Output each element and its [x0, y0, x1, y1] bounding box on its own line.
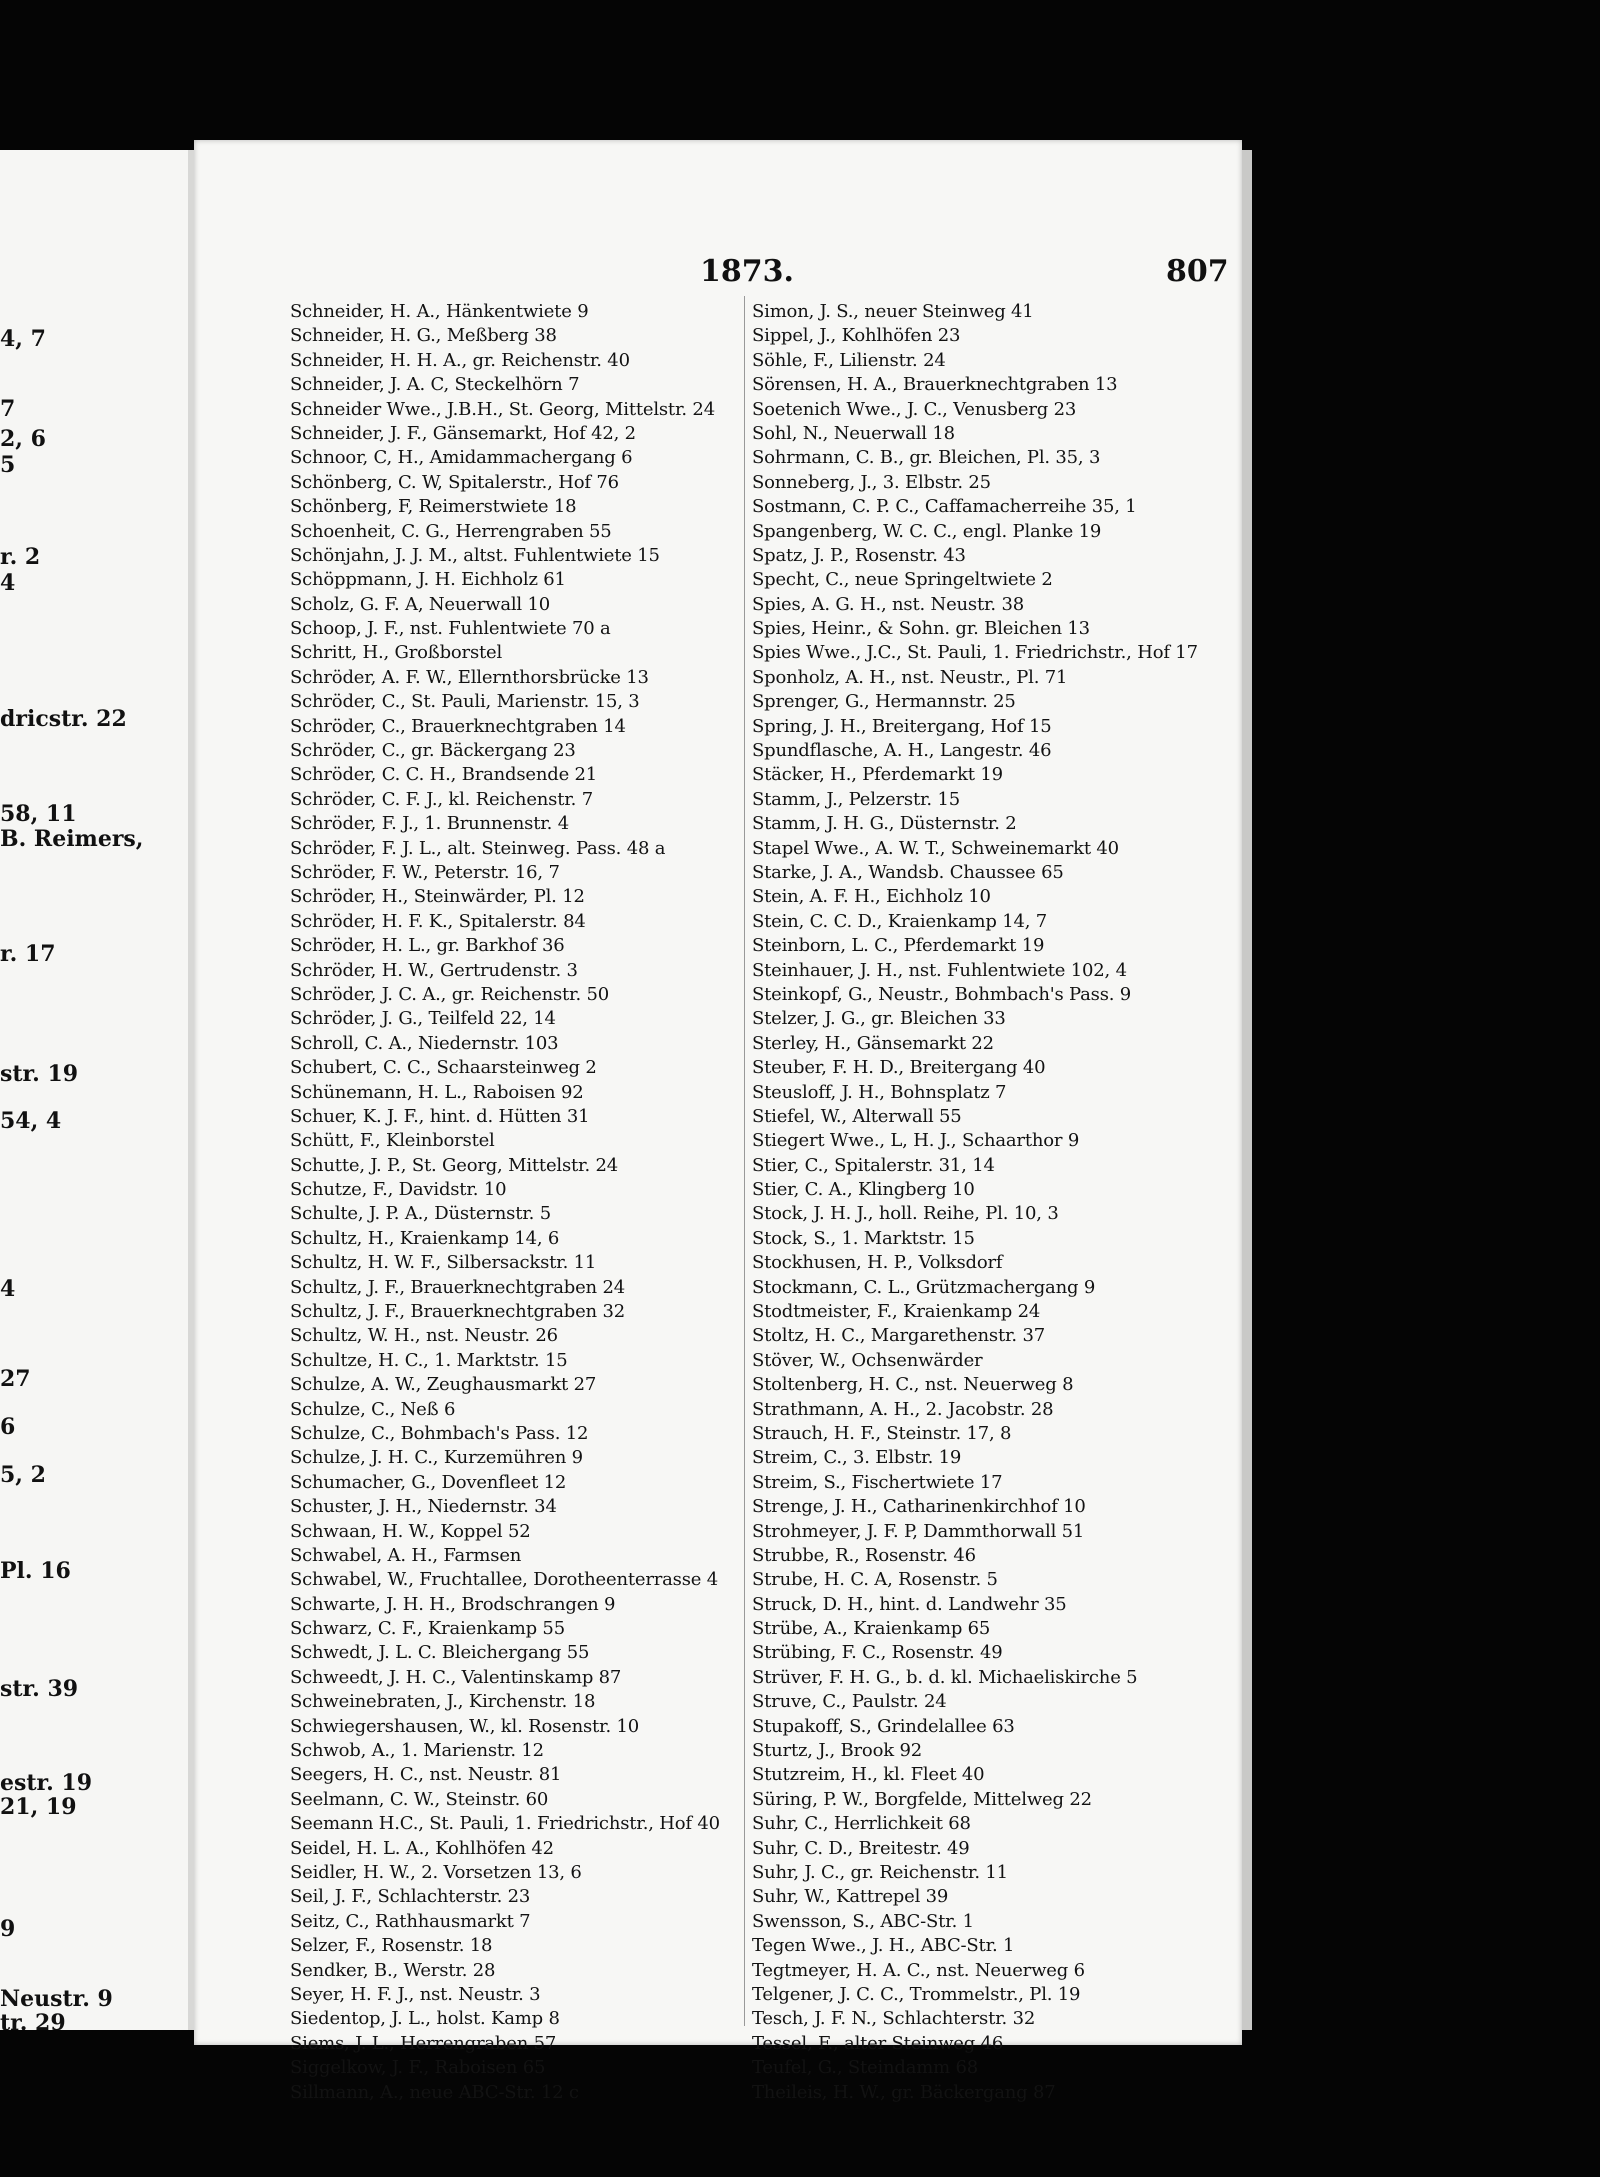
column-divider [744, 296, 745, 2026]
directory-entry: Stiefel, W., Alterwall 55 [752, 1105, 962, 1127]
directory-entry: Schönberg, C. W, Spitalerstr., Hof 76 [290, 471, 619, 493]
directory-entry: Sillmann, A., neue ABC-Str. 12 c [290, 2081, 579, 2103]
directory-entry: Söhle, F., Lilienstr. 24 [752, 349, 946, 371]
directory-entry: Strüver, F. H. G., b. d. kl. Michaeliskirche 5 [752, 1666, 1138, 1688]
left-page-text-fragment: str. 19 [0, 1061, 79, 1087]
directory-entry: Schwedt, J. L. C. Bleichergang 55 [290, 1642, 590, 1664]
directory-entry: Schneider, J. A. C, Steckelhörn 7 [290, 374, 580, 396]
directory-entry: Schröder, C., Brauerknechtgraben 14 [290, 715, 626, 737]
directory-entry: Schulze, A. W., Zeughausmarkt 27 [290, 1374, 597, 1396]
directory-entry: Schneider Wwe., J.B.H., St. Georg, Mittelstr. 24 [290, 398, 715, 420]
directory-entry: Seemann H.C., St. Pauli, 1. Friedrichstr., Hof 40 [290, 1813, 720, 1835]
directory-entry: Seyer, H. F. J., nst. Neustr. 3 [290, 1983, 541, 2005]
directory-entry: Stutzreim, H., kl. Fleet 40 [752, 1764, 985, 1786]
directory-entry: Tesch, J. F. N., Schlachterstr. 32 [752, 2008, 1036, 2030]
directory-entry: Schweedt, J. H. C., Valentinskamp 87 [290, 1666, 622, 1688]
directory-entry: Schumacher, G., Dovenfleet 12 [290, 1471, 567, 1493]
directory-entry: Sonneberg, J., 3. Elbstr. 25 [752, 471, 991, 493]
directory-entry: Struve, C., Paulstr. 24 [752, 1691, 947, 1713]
directory-entry: Stoltz, H. C., Margarethenstr. 37 [752, 1325, 1045, 1347]
directory-entry: Steinhauer, J. H., nst. Fuhlentwiete 102, 4 [752, 959, 1127, 981]
directory-entry: Schröder, A. F. W., Ellernthorsbrücke 13 [290, 666, 649, 688]
directory-entry: Teufel, G., Steindamm 68 [752, 2057, 979, 2079]
directory-entry: Strohmeyer, J. F. P, Dammthorwall 51 [752, 1520, 1085, 1542]
directory-entry: Seegers, H. C., nst. Neustr. 81 [290, 1764, 562, 1786]
directory-entry: Sörensen, H. A., Brauerknechtgraben 13 [752, 374, 1118, 396]
left-page-text-fragment: 5, 2 [0, 1462, 46, 1488]
directory-entry: Siedentop, J. L., holst. Kamp 8 [290, 2008, 560, 2030]
directory-entry: Stiegert Wwe., L, H. J., Schaarthor 9 [752, 1130, 1080, 1152]
directory-entry: Sponholz, A. H., nst. Neustr., Pl. 71 [752, 666, 1068, 688]
directory-entry: Schultz, H. W. F., Silbersackstr. 11 [290, 1252, 597, 1274]
directory-entry: Stockmann, C. L., Grützmachergang 9 [752, 1276, 1096, 1298]
directory-entry: Strübing, F. C., Rosenstr. 49 [752, 1642, 1003, 1664]
directory-entry: Schröder, H. F. K., Spitalerstr. 84 [290, 910, 586, 932]
directory-entry: Tegtmeyer, H. A. C., nst. Neuerweg 6 [752, 1959, 1085, 1981]
left-page-text-fragment: 2, 6 [0, 426, 46, 452]
directory-entry: Tegen Wwe., J. H., ABC-Str. 1 [752, 1935, 1015, 1957]
left-page-text-fragment: 4, 7 [0, 326, 46, 352]
directory-entry: Sippel, J., Kohlhöfen 23 [752, 325, 961, 347]
directory-entry: Schünemann, H. L., Raboisen 92 [290, 1081, 584, 1103]
directory-entry: Schweinebraten, J., Kirchenstr. 18 [290, 1691, 596, 1713]
directory-entry: Theileis, H. W., gr. Bäckergang 87 [752, 2081, 1056, 2103]
directory-entry: Süring, P. W., Borgfelde, Mittelweg 22 [752, 1788, 1092, 1810]
directory-entry: Seidler, H. W., 2. Vorsetzen 13, 6 [290, 1862, 582, 1883]
directory-entry: Schneider, H. H. A., gr. Reichenstr. 40 [290, 349, 630, 371]
left-page-text-fragment: 5 [0, 452, 16, 478]
directory-entry: Siems, J. L., Herrengraben 57 [290, 2032, 557, 2054]
directory-entry: Spies, Heinr., & Sohn. gr. Bleichen 13 [752, 618, 1090, 640]
directory-entry: Schutze, F., Davidstr. 10 [290, 1179, 507, 1201]
directory-entry: Stock, S., 1. Marktstr. 15 [752, 1227, 975, 1249]
left-page-text-fragment: B. Reimers, [0, 826, 144, 852]
directory-entry: Schneider, J. F., Gänsemarkt, Hof 42, 2 [290, 422, 636, 444]
directory-entry: Stapel Wwe., A. W. T., Schweinemarkt 40 [752, 837, 1119, 859]
directory-entry: Spies Wwe., J.C., St. Pauli, 1. Friedrichstr., Hof 17 [752, 642, 1198, 664]
left-page-text-fragment: 27 [0, 1366, 31, 1392]
directory-entry: Starke, J. A., Wandsb. Chaussee 65 [752, 861, 1064, 883]
directory-entry: Schneider, H. G., Meßberg 38 [290, 325, 557, 347]
directory-entry: Stein, C. C. D., Kraienkamp 14, 7 [752, 910, 1048, 932]
directory-entry: Schulze, J. H. C., Kurzemühren 9 [290, 1447, 583, 1469]
directory-entry: Schütt, F., Kleinborstel [290, 1130, 495, 1152]
directory-entry: Sturtz, J., Brook 92 [752, 1740, 922, 1762]
left-page-text-fragment: r. 2 [0, 544, 41, 570]
directory-entry: Strathmann, A. H., 2. Jacobstr. 28 [752, 1398, 1054, 1420]
directory-entry: Streim, S., Fischertwiete 17 [752, 1471, 1003, 1493]
directory-entry: Steuber, F. H. D., Breitergang 40 [752, 1057, 1046, 1079]
directory-entry: Schuster, J. H., Niedernstr. 34 [290, 1496, 557, 1518]
directory-entry: Sendker, B., Werstr. 28 [290, 1959, 496, 1981]
directory-entry: Seelmann, C. W., Steinstr. 60 [290, 1788, 549, 1810]
directory-entry: Soetenich Wwe., J. C., Venusberg 23 [752, 398, 1077, 420]
left-page-text-fragment: 58, 11 [0, 801, 77, 827]
directory-entry: Schultz, W. H., nst. Neustr. 26 [290, 1325, 558, 1347]
directory-entry: Strubbe, R., Rosenstr. 46 [752, 1544, 976, 1566]
directory-entry: Spangenberg, W. C. C., engl. Planke 19 [752, 520, 1102, 542]
left-page-text-fragment: 54, 4 [0, 1108, 62, 1134]
directory-entry: Strenge, J. H., Catharinenkirchhof 10 [752, 1496, 1086, 1518]
left-page-text-fragment: dricstr. 22 [0, 706, 127, 732]
left-page-text-fragment: Pl. 16 [0, 1558, 71, 1584]
directory-entry: Schröder, F. W., Peterstr. 16, 7 [290, 861, 560, 883]
directory-entry: Schröder, C., gr. Bäckergang 23 [290, 740, 576, 762]
directory-entry: Schubert, C. C., Schaarsteinweg 2 [290, 1057, 597, 1079]
left-page-text-fragment: str. 39 [0, 1676, 79, 1702]
directory-entry: Stelzer, J. G., gr. Bleichen 33 [752, 1008, 1006, 1030]
left-page-text-fragment: tr. 29 [0, 2010, 66, 2030]
directory-entry: Schnoor, C, H., Amidammachergang 6 [290, 447, 633, 469]
directory-entry: Seidel, H. L. A., Kohlhöfen 42 [290, 1837, 554, 1859]
page-number: 807 [1166, 254, 1229, 289]
directory-entry: Specht, C., neue Springeltwiete 2 [752, 569, 1053, 591]
directory-entry: Schröder, C., St. Pauli, Marienstr. 15, 3 [290, 691, 640, 713]
directory-entry: Spring, J. H., Breitergang, Hof 15 [752, 715, 1052, 737]
directory-entry: Suhr, C., Herrlichkeit 68 [752, 1813, 971, 1835]
directory-entry: Schwabel, W., Fruchtallee, Dorotheenterrasse 4 [290, 1569, 718, 1591]
directory-entry: Schönjahn, J. J. M., altst. Fuhlentwiete 15 [290, 544, 660, 566]
directory-entry: Schulte, J. P. A., Düsternstr. 5 [290, 1203, 551, 1225]
directory-entry: Siggelkow, J. F., Raboisen 65 [290, 2057, 546, 2079]
directory-entry: Steinkopf, G., Neustr., Bohmbach's Pass. 9 [752, 983, 1132, 1005]
directory-entry: Stoltenberg, H. C., nst. Neuerweg 8 [752, 1374, 1074, 1396]
directory-entry: Schritt, H., Großborstel [290, 642, 503, 664]
directory-entry: Schwabel, A. H., Farmsen [290, 1544, 522, 1566]
left-page-text-fragment: Neustr. 9 [0, 1986, 113, 2012]
directory-entry: Stock, J. H. J., holl. Reihe, Pl. 10, 3 [752, 1203, 1059, 1225]
directory-entry: Schultz, J. F., Brauerknechtgraben 24 [290, 1276, 625, 1298]
left-page-text-fragment: 4 [0, 1276, 16, 1302]
directory-entry: Schroll, C. A., Niedernstr. 103 [290, 1032, 559, 1054]
directory-entry: Stodtmeister, F., Kraienkamp 24 [752, 1301, 1041, 1323]
directory-entry: Suhr, J. C., gr. Reichenstr. 11 [752, 1862, 1008, 1883]
directory-entry: Stier, C., Spitalerstr. 31, 14 [752, 1154, 995, 1176]
directory-entry: Stupakoff, S., Grindelallee 63 [752, 1715, 1015, 1737]
directory-entry: Schönberg, F, Reimerstwiete 18 [290, 496, 577, 518]
directory-entry: Simon, J. S., neuer Steinweg 41 [752, 301, 1034, 322]
directory-entry: Spatz, J. P., Rosenstr. 43 [752, 544, 966, 566]
directory-entry: Stier, C. A., Klingberg 10 [752, 1179, 975, 1201]
left-page-fragment [0, 150, 188, 2030]
left-page-text-fragment: 4 [0, 570, 16, 596]
directory-entry: Schröder, C. C. H., Brandsende 21 [290, 764, 598, 786]
directory-entry: Schwarte, J. H. H., Brodschrangen 9 [290, 1593, 616, 1615]
directory-entry: Sohl, N., Neuerwall 18 [752, 422, 955, 444]
left-page-text-fragment: 21, 19 [0, 1794, 77, 1820]
directory-entry: Scholz, G. F. A, Neuerwall 10 [290, 593, 551, 615]
directory-entry: Schröder, H. W., Gertrudenstr. 3 [290, 959, 578, 981]
directory-entry: Spies, A. G. H., nst. Neustr. 38 [752, 593, 1024, 615]
directory-entry: Schwiegershausen, W., kl. Rosenstr. 10 [290, 1715, 640, 1737]
directory-entry: Swensson, S., ABC-Str. 1 [752, 1910, 974, 1932]
left-page-text-fragment: 7 [0, 396, 16, 422]
directory-entry: Stamm, J., Pelzerstr. 15 [752, 788, 960, 810]
directory-entry: Schröder, F. J. L., alt. Steinweg. Pass. 48 a [290, 837, 666, 859]
directory-entry: Sostmann, C. P. C., Caffamacherreihe 35, 1 [752, 496, 1137, 518]
directory-entry: Strauch, H. F., Steinstr. 17, 8 [752, 1422, 1012, 1444]
directory-entry: Schneider, H. A., Hänkentwiete 9 [290, 301, 589, 322]
directory-entry: Sterley, H., Gänsemarkt 22 [752, 1032, 994, 1054]
directory-entry: Schröder, H. L., gr. Barkhof 36 [290, 935, 565, 957]
directory-entry: Steinborn, L. C., Pferdemarkt 19 [752, 935, 1045, 957]
directory-entry: Stamm, J. H. G., Düsternstr. 2 [752, 813, 1017, 835]
directory-entry: Stöver, W., Ochsenwärder [752, 1349, 983, 1371]
directory-entry: Tessel, F., alter Steinweg 46 [752, 2032, 1004, 2054]
directory-entry: Schultz, J. F., Brauerknechtgraben 32 [290, 1301, 625, 1323]
directory-entry: Schoenheit, C. G., Herrengraben 55 [290, 520, 612, 542]
directory-entry: Schoop, J. F., nst. Fuhlentwiete 70 a [290, 618, 611, 640]
left-page-text-fragment: r. 17 [0, 941, 56, 967]
directory-entry: Schröder, C. F. J., kl. Reichenstr. 7 [290, 788, 593, 810]
directory-entry: Sprenger, G., Hermannstr. 25 [752, 691, 1016, 713]
directory-entry: Steusloff, J. H., Bohnsplatz 7 [752, 1081, 1007, 1103]
page-year: 1873. [700, 254, 794, 289]
directory-entry: Stäcker, H., Pferdemarkt 19 [752, 764, 1003, 786]
directory-entry: Spundflasche, A. H., Langestr. 46 [752, 740, 1052, 762]
directory-entry: Strube, H. C. A, Rosenstr. 5 [752, 1569, 998, 1591]
directory-entry: Schuer, K. J. F., hint. d. Hütten 31 [290, 1105, 590, 1127]
directory-column-right [752, 300, 1212, 2105]
directory-entry: Sohrmann, C. B., gr. Bleichen, Pl. 35, 3 [752, 447, 1101, 469]
page-edge-right [1242, 150, 1252, 2030]
directory-entry: Telgener, J. C. C., Trommelstr., Pl. 19 [752, 1983, 1081, 2005]
directory-entry: Schultz, H., Kraienkamp 14, 6 [290, 1227, 560, 1249]
directory-entry: Stockhusen, H. P., Volksdorf [752, 1252, 1003, 1274]
directory-entry: Schröder, F. J., 1. Brunnenstr. 4 [290, 813, 569, 835]
left-page-text-fragment: 9 [0, 1916, 16, 1942]
left-page-text-fragment: 6 [0, 1414, 16, 1440]
directory-entry: Schultze, H. C., 1. Marktstr. 15 [290, 1349, 568, 1371]
directory-entry: Stein, A. F. H., Eichholz 10 [752, 886, 991, 908]
directory-entry: Schwob, A., 1. Marienstr. 12 [290, 1740, 544, 1762]
directory-entry: Schwaan, H. W., Koppel 52 [290, 1520, 531, 1542]
directory-column-left [290, 300, 750, 2105]
directory-entry: Struck, D. H., hint. d. Landwehr 35 [752, 1593, 1067, 1615]
directory-entry: Schutte, J. P., St. Georg, Mittelstr. 24 [290, 1154, 619, 1176]
directory-entry: Streim, C., 3. Elbstr. 19 [752, 1447, 962, 1469]
directory-entry: Strübe, A., Kraienkamp 65 [752, 1618, 991, 1640]
directory-entry: Selzer, F., Rosenstr. 18 [290, 1935, 493, 1957]
directory-entry: Seitz, C., Rathhausmarkt 7 [290, 1910, 531, 1932]
directory-entry: Suhr, W., Kattrepel 39 [752, 1886, 949, 1908]
directory-entry: Schröder, H., Steinwärder, Pl. 12 [290, 886, 585, 908]
directory-entry: Schwarz, C. F., Kraienkamp 55 [290, 1618, 565, 1640]
directory-entry: Suhr, C. D., Breitestr. 49 [752, 1837, 970, 1859]
directory-entry: Schröder, J. C. A., gr. Reichenstr. 50 [290, 983, 610, 1005]
directory-entry: Schulze, C., Bohmbach's Pass. 12 [290, 1422, 589, 1444]
directory-entry: Schulze, C., Neß 6 [290, 1398, 456, 1420]
directory-entry: Seil, J. F., Schlachterstr. 23 [290, 1886, 531, 1908]
directory-entry: Schöppmann, J. H. Eichholz 61 [290, 569, 566, 591]
directory-entry: Schröder, J. G., Teilfeld 22, 14 [290, 1008, 556, 1030]
left-page-text-fragment: estr. 19 [0, 1770, 93, 1796]
